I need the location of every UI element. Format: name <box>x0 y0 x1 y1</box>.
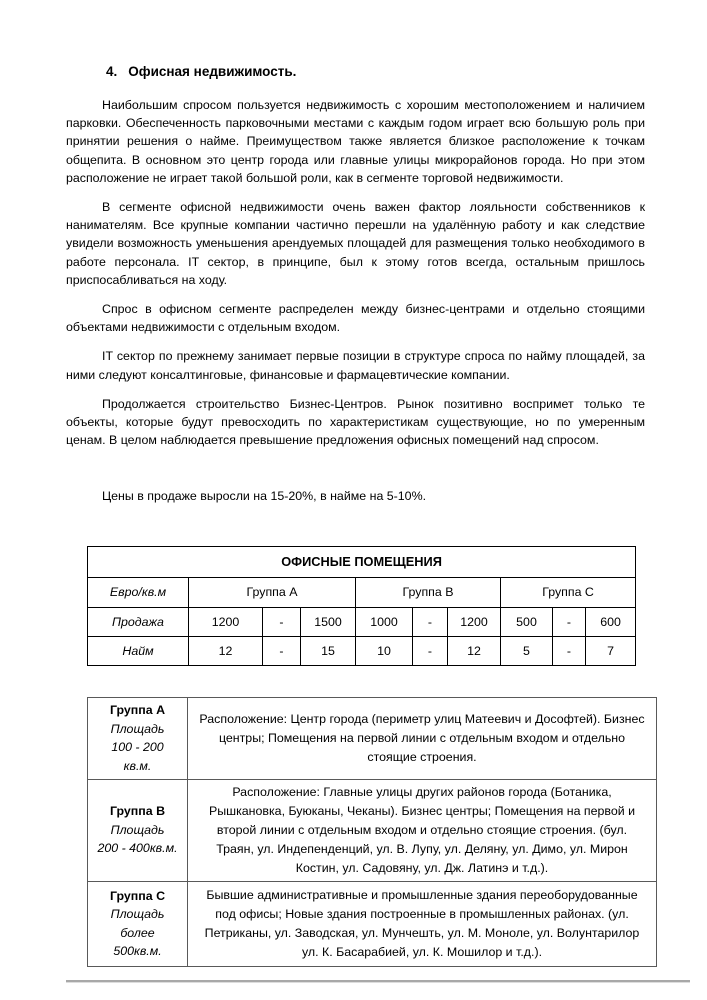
group-name: Группа A <box>109 703 166 718</box>
group-area-line: Площадь <box>110 721 165 736</box>
group-area-line: 500кв.м. <box>113 944 162 959</box>
price-cell: 1200 <box>189 607 263 636</box>
price-cell: 1500 <box>301 607 356 636</box>
group-area-line: 200 - 400кв.м. <box>97 841 178 856</box>
group-c-description-cell: Бывшие административные и промышленные здания переоборудованные под офисы; Новые здания построенные в промышленных районах. (ул. Петриканы, ул. Заводская, ул. Мунчешть, ул. М. Моноле, ул. Волунтарилор ул. К. Басарабией, ул. К. Мошилор и т.д.). <box>188 881 657 966</box>
group-c-header-cell: Группа C <box>501 577 636 607</box>
price-cell: - <box>263 636 301 665</box>
price-cell: 7 <box>586 636 636 665</box>
group-b-description-cell: Расположение: Главные улицы других районов города (Ботаника, Рышкановка, Буюканы, Чеканы). Бизнес центры; Помещения на первой и второй линии с отдельным входом и отдельно стоящие строения. (бул. Траян, ул. Индепенденций, ул. В. Лупу, ул. Деляну, ул. Димо, ул. Мирон Костин, ул. Садовяну, ул. Дж. Латинэ и т.д.). <box>188 779 657 881</box>
group-c-label-cell <box>88 881 188 966</box>
group-area-line: Площадь <box>110 907 165 922</box>
section-title: Офисная недвижимость. <box>128 64 297 79</box>
group-area-line: кв.м. <box>123 758 152 773</box>
price-cell: - <box>553 636 586 665</box>
price-cell: 5 <box>501 636 553 665</box>
group-b-header-cell: Группа B <box>356 577 501 607</box>
group-b-row <box>88 779 657 881</box>
paragraph-1: Наибольшим спросом пользуется недвижимость с хорошим местоположением и наличием парковки. Обеспеченность парковочными местами с каждым годом играет всю большую роль при принятии решения о найме. Преимуществом также является близкое расположение к точкам общепита. В основном это центр города или главные улицы микрорайонов города. Но при этом расположение не играет такой большой роли, как в сегменте торговой недвижимости. <box>66 98 645 185</box>
price-cell: 12 <box>189 636 263 665</box>
unit-header-cell: Евро/кв.м <box>88 577 189 607</box>
section-heading <box>106 64 645 80</box>
group-a-row <box>88 697 657 779</box>
paragraph-3: Спрос в офисном сегменте распределен между бизнес-центрами и отдельно стоящими объектами недвижимости с отдельным входом. <box>66 302 645 335</box>
price-cell: - <box>413 607 448 636</box>
paragraph-prices: Цены в продаже выросли на 15-20%, в найме на 5-10%. <box>102 489 427 504</box>
group-name: Группа B <box>109 804 166 819</box>
price-table-header-row <box>88 577 636 607</box>
section-number: 4. <box>106 64 118 79</box>
price-table-title: ОФИСНЫЕ ПОМЕЩЕНИЯ <box>88 546 636 577</box>
group-area-line: 100 - 200 <box>111 740 164 755</box>
office-prices-table <box>87 546 636 666</box>
rent-price-row <box>88 636 636 665</box>
price-cell: 10 <box>356 636 413 665</box>
group-area-line: Площадь <box>110 822 165 837</box>
price-table-title-row <box>88 546 636 577</box>
group-a-label-cell <box>88 697 188 779</box>
price-cell: 600 <box>586 607 636 636</box>
groups-description-table <box>87 697 657 967</box>
price-cell: - <box>413 636 448 665</box>
group-b-label-cell <box>88 779 188 881</box>
price-cell: 1000 <box>356 607 413 636</box>
row-label-cell: Найм <box>88 636 189 665</box>
price-cell: 15 <box>301 636 356 665</box>
price-cell: 1200 <box>448 607 501 636</box>
group-area-line: более <box>120 925 155 940</box>
price-cell: - <box>263 607 301 636</box>
paragraph-4: IT сектор по прежнему занимает первые позиции в структуре спроса по найму площадей, за ними следуют консалтинговые, финансовые и фармацевтические компании. <box>66 349 645 382</box>
price-cell: 12 <box>448 636 501 665</box>
group-a-header-cell: Группа A <box>189 577 356 607</box>
row-label-cell: Продажа <box>88 607 189 636</box>
group-a-description-cell: Расположение: Центр города (периметр улиц Матеевич и Дософтей). Бизнес центры; Помещения на первой линии с отдельным входом и отдельно стоящие строения. <box>188 697 657 779</box>
paragraph-5: Продолжается строительство Бизнес-Центров. Рынок позитивно воспримет только те объекты, которые будут превосходить по характеристикам существующие, но по умеренным ценам. В целом наблюдается превышение предложения офисных помещений над спросом. <box>66 396 645 448</box>
paragraph-2: В сегменте офисной недвижимости очень важен фактор лояльности собственников к нанимателям. Все крупные компании частично перешли на удалённую работу и как следствие увидели возможность уменьшения арендуемых площадей для размещения только необходимого в работе персонала. IT сектор, в принципе, был к этому готов всегда, остальным пришлось приспосабливаться на ходу. <box>66 200 645 287</box>
price-cell: 500 <box>501 607 553 636</box>
price-cell: - <box>553 607 586 636</box>
group-c-row <box>88 881 657 966</box>
footer-divider <box>66 980 690 982</box>
group-name: Группа C <box>109 888 166 903</box>
sale-price-row <box>88 607 636 636</box>
